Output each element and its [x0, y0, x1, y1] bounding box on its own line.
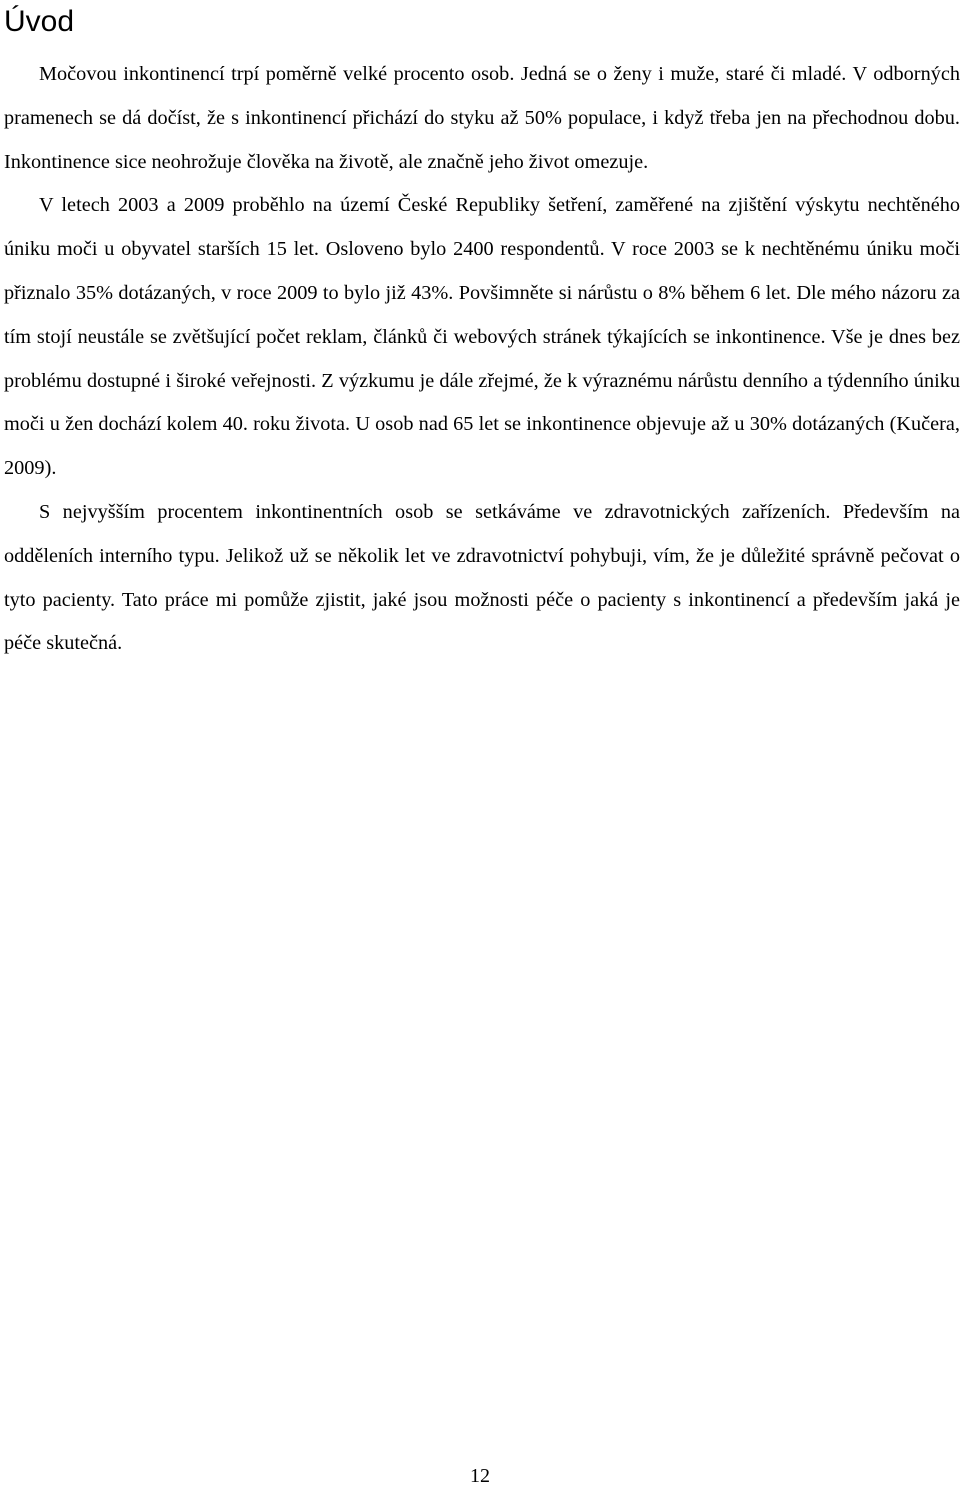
- paragraph-intro: Močovou inkontinencí trpí poměrně velké procento osob. Jedná se o ženy i muže, staré či mladé. V odborných pramenech se dá dočíst, že s inkontinencí přichází do styku až 50% populace, i když třeba jen na přechodnou dobu. Inkontinence sice neohrožuje člověka na životě, ale značně jeho život omezuje.: [4, 63, 960, 173]
- paragraph-healthcare: S nejvyšším procentem inkontinentních osob se setkáváme ve zdravotnických zařízeních. Především na odděleních interního typu. Jelikož už se několik let ve zdravotnictví pohybuji, vím, že je důležité správně pečovat o tyto pacienty. Tato práce mi pomůže zjistit, jaké jsou možnosti péče o pacienty s inkontinencí a především jaká je péče skutečná.: [4, 500, 960, 655]
- paragraph-survey: V letech 2003 a 2009 proběhlo na území České Republiky šetření, zaměřené na zjištění výskytu nechtěného úniku moči u obyvatel starších 15 let. Osloveno bylo 2400 respondentů. V roce 2003 se k nechtěnému úniku moči přiznalo 35% dotázaných, v roce 2009 to bylo již 43%. Povšimněte si nárůstu o 8% během 6 let. Dle mého názoru za tím stojí neustále se zvětšující počet reklam, článků či webových stránek týkajících se inkontinence. Vše je dnes bez problému dostupné i široké veřejnosti. Z výzkumu je dále zřejmé, že k výraznému nárůstu denního a týdenního úniku moči u žen dochází kolem 40. roku života. U osob nad 65 let se inkontinence objevuje až u 30% dotázaných (Kučera, 2009).: [4, 194, 960, 480]
- section-heading: Úvod: [4, 5, 75, 38]
- body-text: [4, 53, 960, 666]
- page-number: 12: [470, 1465, 490, 1487]
